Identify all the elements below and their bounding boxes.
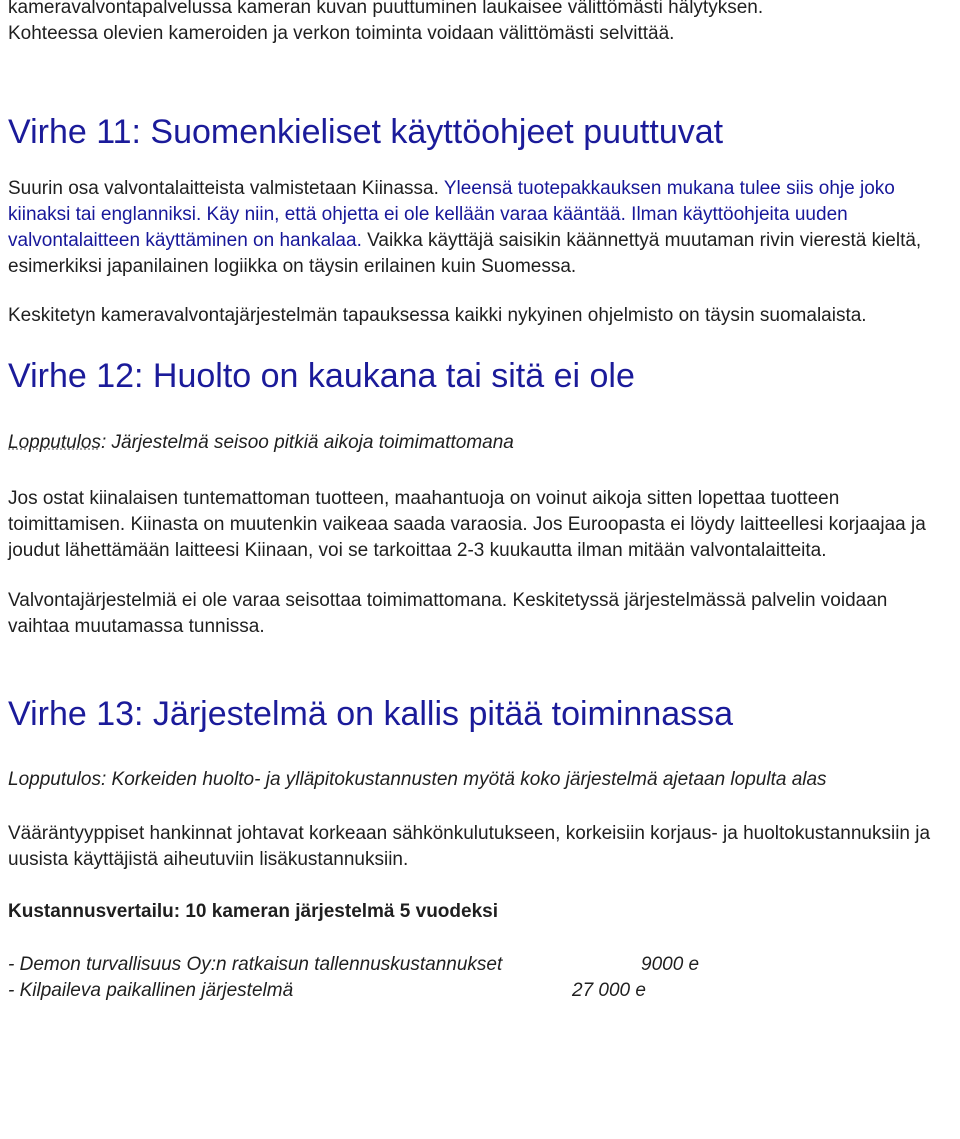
cost-value: 27 000 e: [572, 980, 646, 1001]
section-13-heading: Virhe 13: Järjestelmä on kallis pitää toiminnassa: [8, 695, 734, 733]
cost-row: [8, 978, 953, 1004]
sentence: Yleensä tuotepakkauksen mukana tulee siis ohje joko kiinaksi tai englanniksi.: [8, 178, 895, 225]
cost-row: [8, 952, 953, 978]
sentence: Vaikka käyttäjä saisikin käännettyä muutaman rivin vierestä kieltä, esimerkiksi japanilainen logiikka on täysin erilainen kuin Suomessa.: [8, 230, 922, 277]
intro-line-2: Kohteessa olevien kameroiden ja verkon toiminta voidaan välittömästi selvittää.: [8, 23, 675, 44]
section-12-heading: Virhe 12: Huolto on kaukana tai sitä ei ole: [8, 357, 635, 395]
sentence: Käy niin, että ohjetta ei ole kellään varaa kääntää.: [201, 204, 626, 225]
outcome-text: : Järjestelmä seisoo pitkiä aikoja toimimattomana: [100, 432, 514, 453]
sentence: Suurin osa valvontalaitteista valmistetaan Kiinassa.: [8, 178, 439, 199]
cost-list: [8, 952, 953, 1004]
section-12-paragraph-1: Jos ostat kiinalaisen tuntemattoman tuotteen, maahantuoja on voinut aikoja sitten lopettaa tuotteen toimittamisen. Kiinasta on muutenkin vaikeaa saada varaosia. Jos Euroopasta ei löydy laitteellesi korjaajaa ja joudut lähettämään laitteesi Kiinaan, voi se tarkoittaa 2-3 kuukautta ilman mitään valvontalaitteita.: [8, 488, 926, 561]
section-13-paragraph-1: Vääräntyyppiset hankinnat johtavat korkeaan sähkönkulutukseen, korkeisiin korjaus- ja huoltokustannuksiin ja uusista käyttäjistä aiheutuviin lisäkustannuksiin.: [8, 823, 931, 870]
sentence: Ilman käyttöohjeita uuden valvontalaitteen käyttäminen on hankalaa.: [8, 204, 848, 251]
cost-label: - Demon turvallisuus Oy:n ratkaisun tallennuskustannukset: [8, 954, 503, 975]
document-page: [8, 0, 953, 1004]
cost-comparison-title: Kustannusvertailu: 10 kameran järjestelmä 5 vuodeksi: [8, 901, 498, 922]
outcome-label: Lopputulos: [8, 432, 101, 453]
cost-value: 9000 e: [641, 954, 700, 975]
section-12-outcome: [8, 430, 953, 456]
section-12-paragraph-2: Valvontajärjestelmiä ei ole varaa seisottaa toimimattomana. Keskitetyssä järjestelmässä palvelin voidaan vaihtaa muutamassa tunnissa.: [8, 590, 888, 637]
section-11-paragraph-1: [8, 176, 953, 280]
cost-label: - Kilpaileva paikallinen järjestelmä: [8, 980, 294, 1001]
intro-paragraph: [8, 0, 953, 47]
section-11-heading: Virhe 11: Suomenkieliset käyttöohjeet puuttuvat: [8, 113, 724, 151]
section-11-paragraph-2: Keskitetyn kameravalvontajärjestelmän tapauksessa kaikki nykyinen ohjelmisto on täysin suomalaista.: [8, 305, 867, 326]
section-13-outcome: Lopputulos: Korkeiden huolto- ja ylläpitokustannusten myötä koko järjestelmä ajetaan lopulta alas: [8, 769, 827, 790]
intro-line-1: kameravalvontapalvelussa kameran kuvan puuttuminen laukaisee välittömästi hälytyksen.: [8, 0, 764, 18]
